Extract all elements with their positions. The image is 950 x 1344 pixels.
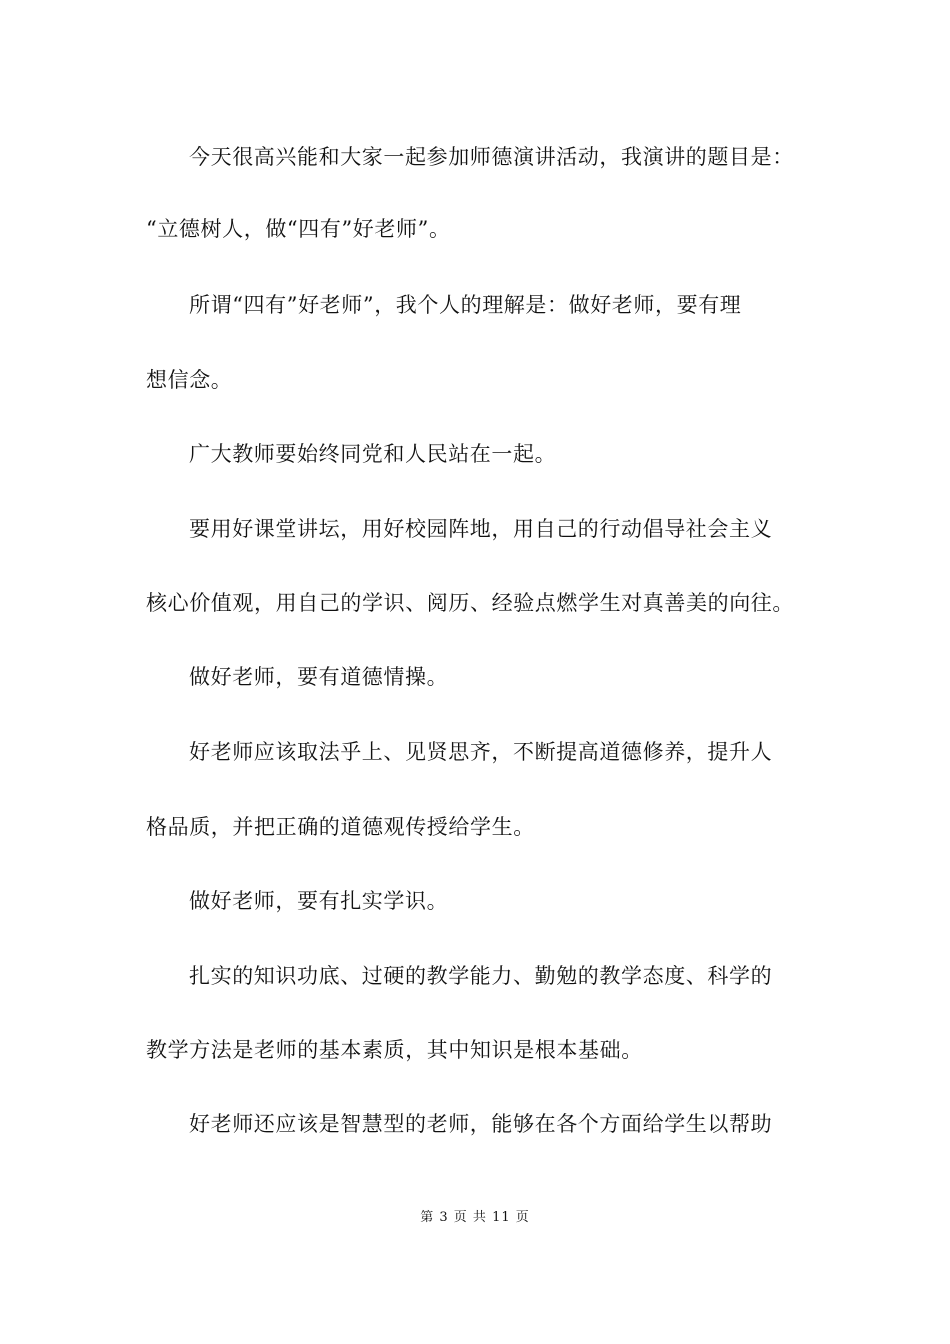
paragraph-line: “立德树人，做“四有”好老师”。 bbox=[146, 217, 451, 241]
paragraph-line: 要用好课堂讲坛，用好校园阵地，用自己的行动倡导社会主义 bbox=[189, 517, 773, 541]
paragraph-line: 今天很高兴能和大家一起参加师德演讲活动，我演讲的题目是： bbox=[189, 145, 794, 169]
footer-total-pages: 11 bbox=[492, 1210, 511, 1225]
paragraph-line: 好老师还应该是智慧型的老师，能够在各个方面给学生以帮助 bbox=[189, 1112, 773, 1136]
page-footer bbox=[0, 1209, 950, 1227]
paragraph-line: 扎实的知识功底、过硬的教学能力、勤勉的教学态度、科学的 bbox=[189, 964, 773, 988]
paragraph-line: 核心价值观，用自己的学识、阅历、经验点燃学生对真善美的向往。 bbox=[146, 591, 794, 615]
footer-suffix: 页 bbox=[515, 1210, 530, 1225]
paragraph-line: 想信念。 bbox=[146, 368, 233, 392]
footer-prefix: 第 bbox=[420, 1210, 435, 1225]
paragraph-line: 格品质，并把正确的道德观传授给学生。 bbox=[146, 815, 535, 839]
footer-current-page: 3 bbox=[439, 1210, 449, 1225]
paragraph-line: 做好老师，要有道德情操。 bbox=[189, 665, 449, 689]
paragraph-line: 好老师应该取法乎上、见贤思齐，不断提高道德修养，提升人 bbox=[189, 740, 773, 764]
footer-middle: 页 共 bbox=[453, 1210, 487, 1225]
paragraph-line: 所谓“四有”好老师”，我个人的理解是：做好老师，要有理 bbox=[189, 293, 742, 317]
paragraph-line: 做好老师，要有扎实学识。 bbox=[189, 889, 449, 913]
paragraph-line: 教学方法是老师的基本素质，其中知识是根本基础。 bbox=[146, 1038, 643, 1062]
paragraph-line: 广大教师要始终同党和人民站在一起。 bbox=[189, 442, 557, 466]
